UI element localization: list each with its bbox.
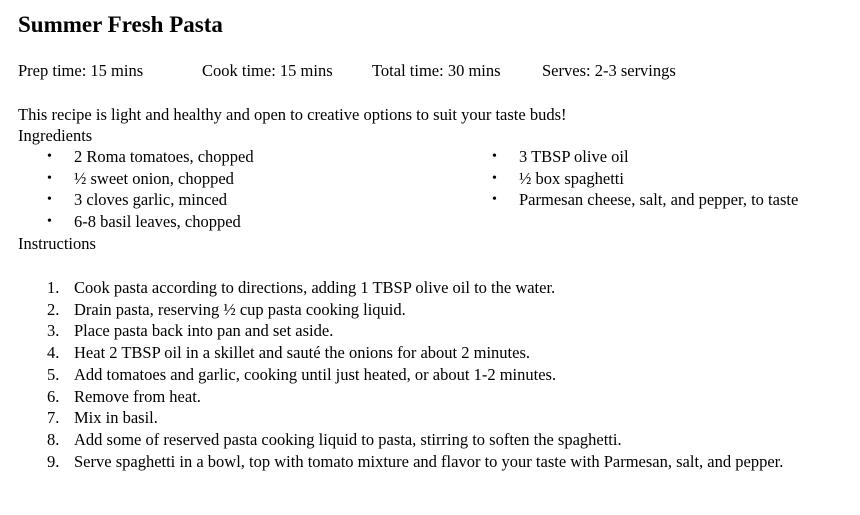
ingredient-text: 2 Roma tomatoes, chopped xyxy=(74,147,254,166)
ingredients-list xyxy=(18,146,848,233)
step-number: 9. xyxy=(47,451,60,471)
bullet-icon: • xyxy=(492,170,497,186)
step-number: 1. xyxy=(47,278,60,297)
instruction-step xyxy=(18,407,834,429)
step-number: 2. xyxy=(47,299,60,319)
step-number: 8. xyxy=(47,429,60,449)
ingredient-item xyxy=(47,211,254,233)
instruction-step xyxy=(18,429,834,451)
ingredient-text: ½ box spaghetti xyxy=(519,168,624,188)
ingredients-column-right xyxy=(492,146,799,211)
instruction-step xyxy=(18,299,834,321)
step-text: Cook pasta according to directions, adding 1 TBSP olive oil to the water. xyxy=(74,278,556,297)
instruction-step xyxy=(18,386,834,408)
instructions-list xyxy=(18,277,848,472)
instruction-step xyxy=(18,320,834,342)
step-text: Serve spaghetti in a bowl, top with tomato mixture and flavor to your taste with Parmesan, salt, and pepper. xyxy=(74,451,784,471)
ingredients-heading: Ingredients xyxy=(18,126,93,145)
ingredient-item xyxy=(47,146,254,168)
recipe-document xyxy=(18,10,848,472)
step-number: 7. xyxy=(47,408,60,428)
bullet-icon: • xyxy=(492,149,497,164)
ingredient-item xyxy=(492,146,798,168)
step-text: Heat 2 TBSP oil in a skillet and sauté the onions for about 2 minutes. xyxy=(74,343,530,363)
step-text: Add some of reserved pasta cooking liquid to pasta, stirring to soften the spaghetti. xyxy=(74,429,622,449)
ingredient-item xyxy=(47,189,254,211)
ingredient-text: 6-8 basil leaves, chopped xyxy=(74,212,241,232)
step-number: 4. xyxy=(47,343,60,363)
instruction-step xyxy=(18,364,834,386)
bullet-icon: • xyxy=(47,214,52,230)
ingredient-item xyxy=(47,168,254,190)
step-text: Drain pasta, reserving ½ cup pasta cooking liquid. xyxy=(74,299,406,319)
recipe-meta-row xyxy=(18,60,848,82)
step-text: Mix in basil. xyxy=(74,408,158,428)
step-number: 5. xyxy=(47,364,60,384)
recipe-intro: This recipe is light and healthy and open to creative options to suit your taste buds! xyxy=(18,105,567,124)
instructions-heading: Instructions xyxy=(18,234,96,253)
ingredient-item xyxy=(492,168,798,190)
step-number: 6. xyxy=(47,386,60,406)
recipe-title: Summer Fresh Pasta xyxy=(18,12,223,37)
ingredients-column-left xyxy=(47,146,254,233)
step-number: 3. xyxy=(47,321,60,341)
instruction-step xyxy=(18,277,834,299)
ingredient-text: Parmesan cheese, salt, and pepper, to taste xyxy=(519,190,799,210)
step-text: Remove from heat. xyxy=(74,386,201,406)
ingredient-item xyxy=(492,189,799,211)
bullet-icon: • xyxy=(47,170,52,186)
total-time: Total time: 30 mins xyxy=(372,61,501,80)
ingredient-text: 3 cloves garlic, minced xyxy=(74,190,228,210)
bullet-icon: • xyxy=(47,149,52,164)
prep-time: Prep time: 15 mins xyxy=(18,61,144,80)
cook-time: Cook time: 15 mins xyxy=(202,61,333,80)
serves: Serves: 2-3 servings xyxy=(542,61,676,80)
ingredient-text: ½ sweet onion, chopped xyxy=(74,168,234,188)
instruction-step xyxy=(18,451,834,473)
step-text: Add tomatoes and garlic, cooking until just heated, or about 1-2 minutes. xyxy=(74,364,557,384)
instruction-step xyxy=(18,342,834,364)
bullet-icon: • xyxy=(492,192,497,208)
step-text: Place pasta back into pan and set aside. xyxy=(74,321,334,341)
ingredient-text: 3 TBSP olive oil xyxy=(519,147,629,166)
bullet-icon: • xyxy=(47,192,52,208)
